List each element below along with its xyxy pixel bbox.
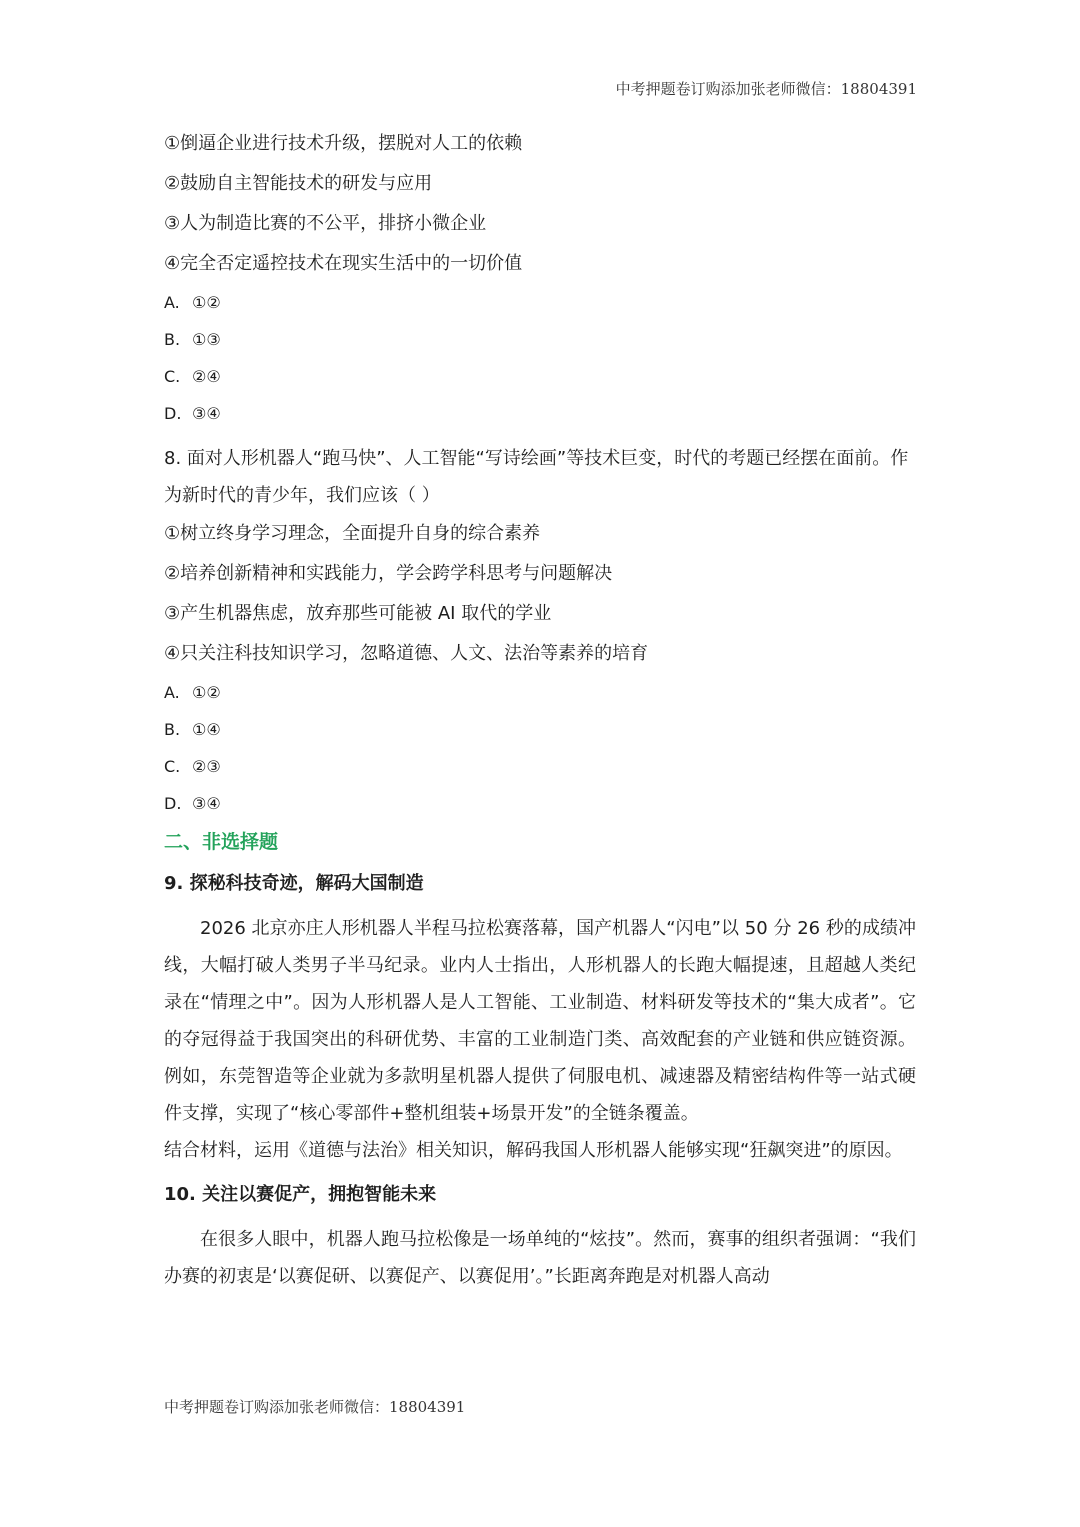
option-letter: B.	[164, 330, 181, 349]
option-text: ③④	[192, 794, 221, 813]
q7-statement-1: ①倒逼企业进行技术升级，摆脱对人工的依赖	[164, 133, 523, 154]
q7-block	[164, 132, 916, 425]
q10-paragraph: 在很多人眼中，机器人跑马拉松像是一场单纯的“炫技”。然而，赛事的组织者强调：“我们办赛的初衷是‘以赛促研、以赛促产、以赛促用’。”长距离奔跑是对机器人高动	[164, 1229, 916, 1287]
q8-options	[164, 682, 916, 815]
option-letter: A.	[164, 293, 180, 312]
option-letter: C.	[164, 367, 181, 386]
q8-option-d	[164, 793, 916, 815]
option-text: ①④	[192, 720, 221, 739]
option-text: ②③	[192, 757, 221, 776]
option-letter: C.	[164, 757, 181, 776]
q7-statement-3: ③人为制造比赛的不公平，排挤小微企业	[164, 213, 487, 234]
q9-question: 结合材料，运用《道德与法治》相关知识，解码我国人形机器人能够实现“狂飙突进”的原因。	[164, 1140, 903, 1161]
option-text: ①③	[192, 330, 221, 349]
q8-option-a	[164, 682, 916, 704]
q10-block	[164, 1183, 916, 1295]
option-letter: D.	[164, 794, 182, 813]
q9-block	[164, 872, 916, 1169]
q7-option-d	[164, 403, 916, 425]
q8-statement-3: ③产生机器焦虑，放弃那些可能被 AI 取代的学业	[164, 603, 552, 624]
q7-option-a	[164, 292, 916, 314]
q9-title: 9. 探秘科技奇迹，解码大国制造	[164, 873, 424, 894]
q8-block	[164, 440, 916, 815]
option-text: ①②	[192, 683, 221, 702]
header-note: 中考押题卷订购添加张老师微信：18804391	[615, 80, 917, 98]
q7-statement-4: ④完全否定遥控技术在现实生活中的一切价值	[164, 253, 523, 274]
q7-statement-2: ②鼓励自主智能技术的研发与应用	[164, 173, 433, 194]
q7-option-b	[164, 329, 916, 351]
q7-options	[164, 292, 916, 425]
option-text: ②④	[192, 367, 221, 386]
q10-title: 10. 关注以赛促产，拥抱智能未来	[164, 1184, 437, 1205]
content-area	[164, 124, 916, 1295]
option-letter: B.	[164, 720, 181, 739]
q9-paragraph: 2026 北京亦庄人形机器人半程马拉松赛落幕，国产机器人“闪电”以 50 分 26 秒的成绩冲线，大幅打破人类男子半马纪录。业内人士指出，人形机器人的长跑大幅提速，且超越人类纪录在“情理之中”。因为人形机器人是人工智能、工业制造、材料研发等技术的“集大成者”。它的夺冠得益于我国突出的科研优势、丰富的工业制造门类、高效配套的产业链和供应链资源。例如，东莞智造等企业就为多款明星机器人提供了伺服电机、减速器及精密结构件等一站式硬件支撑，实现了“核心零部件+整机组装+场景开发”的全链条覆盖。	[164, 918, 916, 1124]
footer-note: 中考押题卷订购添加张老师微信：18804391	[164, 1398, 466, 1416]
section-title: 二、非选择题	[164, 831, 279, 853]
q8-statement-4: ④只关注科技知识学习，忽略道德、人文、法治等素养的培育	[164, 643, 649, 664]
q8-option-b	[164, 719, 916, 741]
q8-statement-1: ①树立终身学习理念，全面提升自身的综合素养	[164, 523, 541, 544]
option-letter: A.	[164, 683, 180, 702]
q8-stem: 8. 面对人形机器人“跑马快”、人工智能“写诗绘画”等技术巨变，时代的考题已经摆在面前。作为新时代的青少年，我们应该（ ）	[164, 448, 909, 506]
option-text: ①②	[192, 293, 221, 312]
q7-option-c	[164, 366, 916, 388]
q8-statement-2: ②培养创新精神和实践能力，学会跨学科思考与问题解决	[164, 563, 613, 584]
option-letter: D.	[164, 404, 182, 423]
q8-option-c	[164, 756, 916, 778]
option-text: ③④	[192, 404, 221, 423]
